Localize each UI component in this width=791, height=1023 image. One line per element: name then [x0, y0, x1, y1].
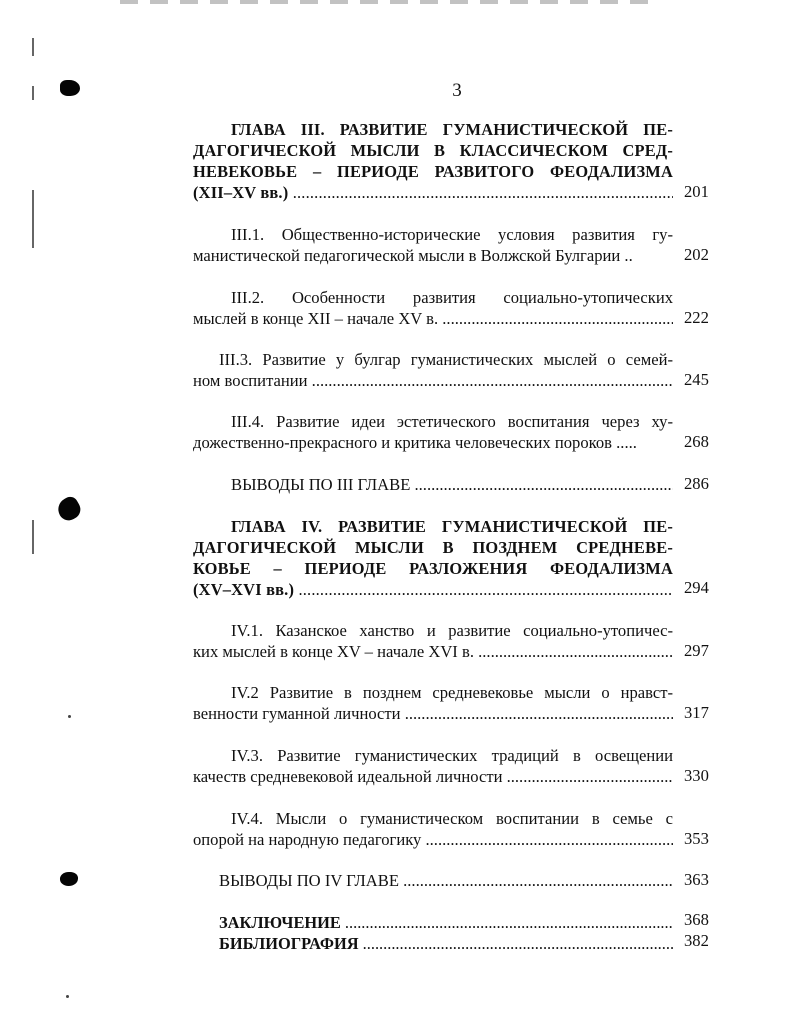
- toc-line: дожественно-прекрасного и критика человеческих пороков .....: [193, 433, 637, 452]
- toc-line: IV.2 Развитие в позднем средневековье мысли о нравст-: [231, 683, 673, 702]
- toc-entry-conclusions-4[interactable]: [193, 870, 673, 891]
- margin-line: [32, 86, 34, 100]
- toc-line: ДАГОГИЧЕСКОЙ МЫСЛИ В ПОЗДНЕМ СРЕДНЕВЕ-: [193, 538, 673, 557]
- toc-line: манистической педагогической мысли в Волжской Булгарии ..: [193, 246, 633, 265]
- scan-speck: [66, 995, 69, 998]
- toc-line: мыслей в конце XII – начале XV в. .....: [193, 308, 673, 329]
- toc-page-number: 368: [684, 910, 709, 929]
- toc-entry-section-4-2[interactable]: [193, 682, 673, 724]
- toc-entry-section-3-1[interactable]: [193, 224, 673, 266]
- margin-line: [32, 520, 34, 554]
- toc-line: III.3. Развитие у булгар гуманистических мыслей о семей-: [219, 350, 673, 369]
- toc-line: III.1. Общественно-исторические условия развития гу-: [231, 225, 673, 244]
- toc-entry-section-4-4[interactable]: [193, 808, 673, 850]
- toc-page-number: 201: [684, 182, 709, 201]
- toc-page-number: 245: [684, 370, 709, 389]
- toc-line: КОВЬЕ – ПЕРИОДЕ РАЗЛОЖЕНИЯ ФЕОДАЛИЗМА: [193, 559, 673, 578]
- toc-line: ВЫВОДЫ ПО III ГЛАВЕ .....: [193, 474, 673, 495]
- toc-page-number: 382: [684, 931, 709, 950]
- toc-line: (XV–XVI вв.) .....: [193, 579, 673, 600]
- toc-line: (XII–XV вв.) .....: [193, 182, 673, 203]
- page-number: 3: [452, 80, 462, 101]
- toc-entry-conclusions-3[interactable]: [193, 474, 673, 495]
- toc-entry-section-3-3[interactable]: [193, 349, 673, 391]
- toc-entry-conclusion[interactable]: [193, 912, 673, 933]
- toc-line: БИБЛИОГРАФИЯ .....: [193, 933, 673, 954]
- toc-line: ких мыслей в конце XV – начале XVI в. .....: [193, 641, 673, 662]
- toc-line: ВЫВОДЫ ПО IV ГЛАВЕ .....: [193, 870, 673, 891]
- margin-line: [32, 38, 34, 56]
- toc-line: III.2. Особенности развития социально-утопических: [231, 288, 673, 307]
- punch-hole-blot: [54, 494, 84, 524]
- toc-line: качеств средневековой идеальной личности .....: [193, 766, 673, 787]
- toc-line: ЗАКЛЮЧЕНИЕ .....: [193, 912, 673, 933]
- toc-line: IV.4. Мысли о гуманистическом воспитании в семье с: [231, 809, 673, 828]
- toc-line: ном воспитании .....: [193, 370, 673, 391]
- margin-line: [32, 190, 34, 248]
- toc-page-number: 294: [684, 578, 709, 597]
- toc-page-number: 353: [684, 829, 709, 848]
- toc-page-number: 202: [684, 245, 709, 264]
- toc-line: IV.3. Развитие гуманистических традиций в освещении: [231, 746, 673, 765]
- scan-artifact-top: [120, 0, 660, 4]
- toc-line: венности гуманной личности .....: [193, 703, 673, 724]
- toc-line: НЕВЕКОВЬЕ – ПЕРИОДЕ РАЗВИТОГО ФЕОДАЛИЗМА: [193, 162, 673, 181]
- toc-line: IV.1. Казанское ханство и развитие социально-утопичес-: [231, 621, 673, 640]
- toc-page-number: 363: [684, 870, 709, 889]
- toc-page-number: 268: [684, 432, 709, 451]
- toc-line: ГЛАВА III. РАЗВИТИЕ ГУМАНИСТИЧЕСКОЙ ПЕ-: [231, 120, 673, 139]
- toc-entry-section-4-1[interactable]: [193, 620, 673, 662]
- punch-hole-blot: [60, 872, 78, 886]
- toc-entry-bibliography[interactable]: [193, 933, 673, 954]
- toc-entry-chapter-3[interactable]: [193, 119, 673, 203]
- toc-line: опорой на народную педагогику .....: [193, 829, 673, 850]
- toc-entry-section-3-4[interactable]: [193, 411, 673, 453]
- toc-page-number: 222: [684, 308, 709, 327]
- toc-entry-chapter-4[interactable]: [193, 516, 673, 600]
- toc-line: ДАГОГИЧЕСКОЙ МЫСЛИ В КЛАССИЧЕСКОМ СРЕД-: [193, 141, 673, 160]
- toc-entry-section-3-2[interactable]: [193, 287, 673, 329]
- toc-line: ГЛАВА IV. РАЗВИТИЕ ГУМАНИСТИЧЕСКОЙ ПЕ-: [231, 517, 673, 536]
- scan-speck: [68, 715, 71, 718]
- toc-entry-section-4-3[interactable]: [193, 745, 673, 787]
- toc-page-number: 286: [684, 474, 709, 493]
- toc-line: III.4. Развитие идеи эстетического воспитания через ху-: [231, 412, 673, 431]
- toc-page-number: 297: [684, 641, 709, 660]
- punch-hole-blot: [60, 80, 80, 96]
- toc-page-number: 317: [684, 703, 709, 722]
- toc-page-number: 330: [684, 766, 709, 785]
